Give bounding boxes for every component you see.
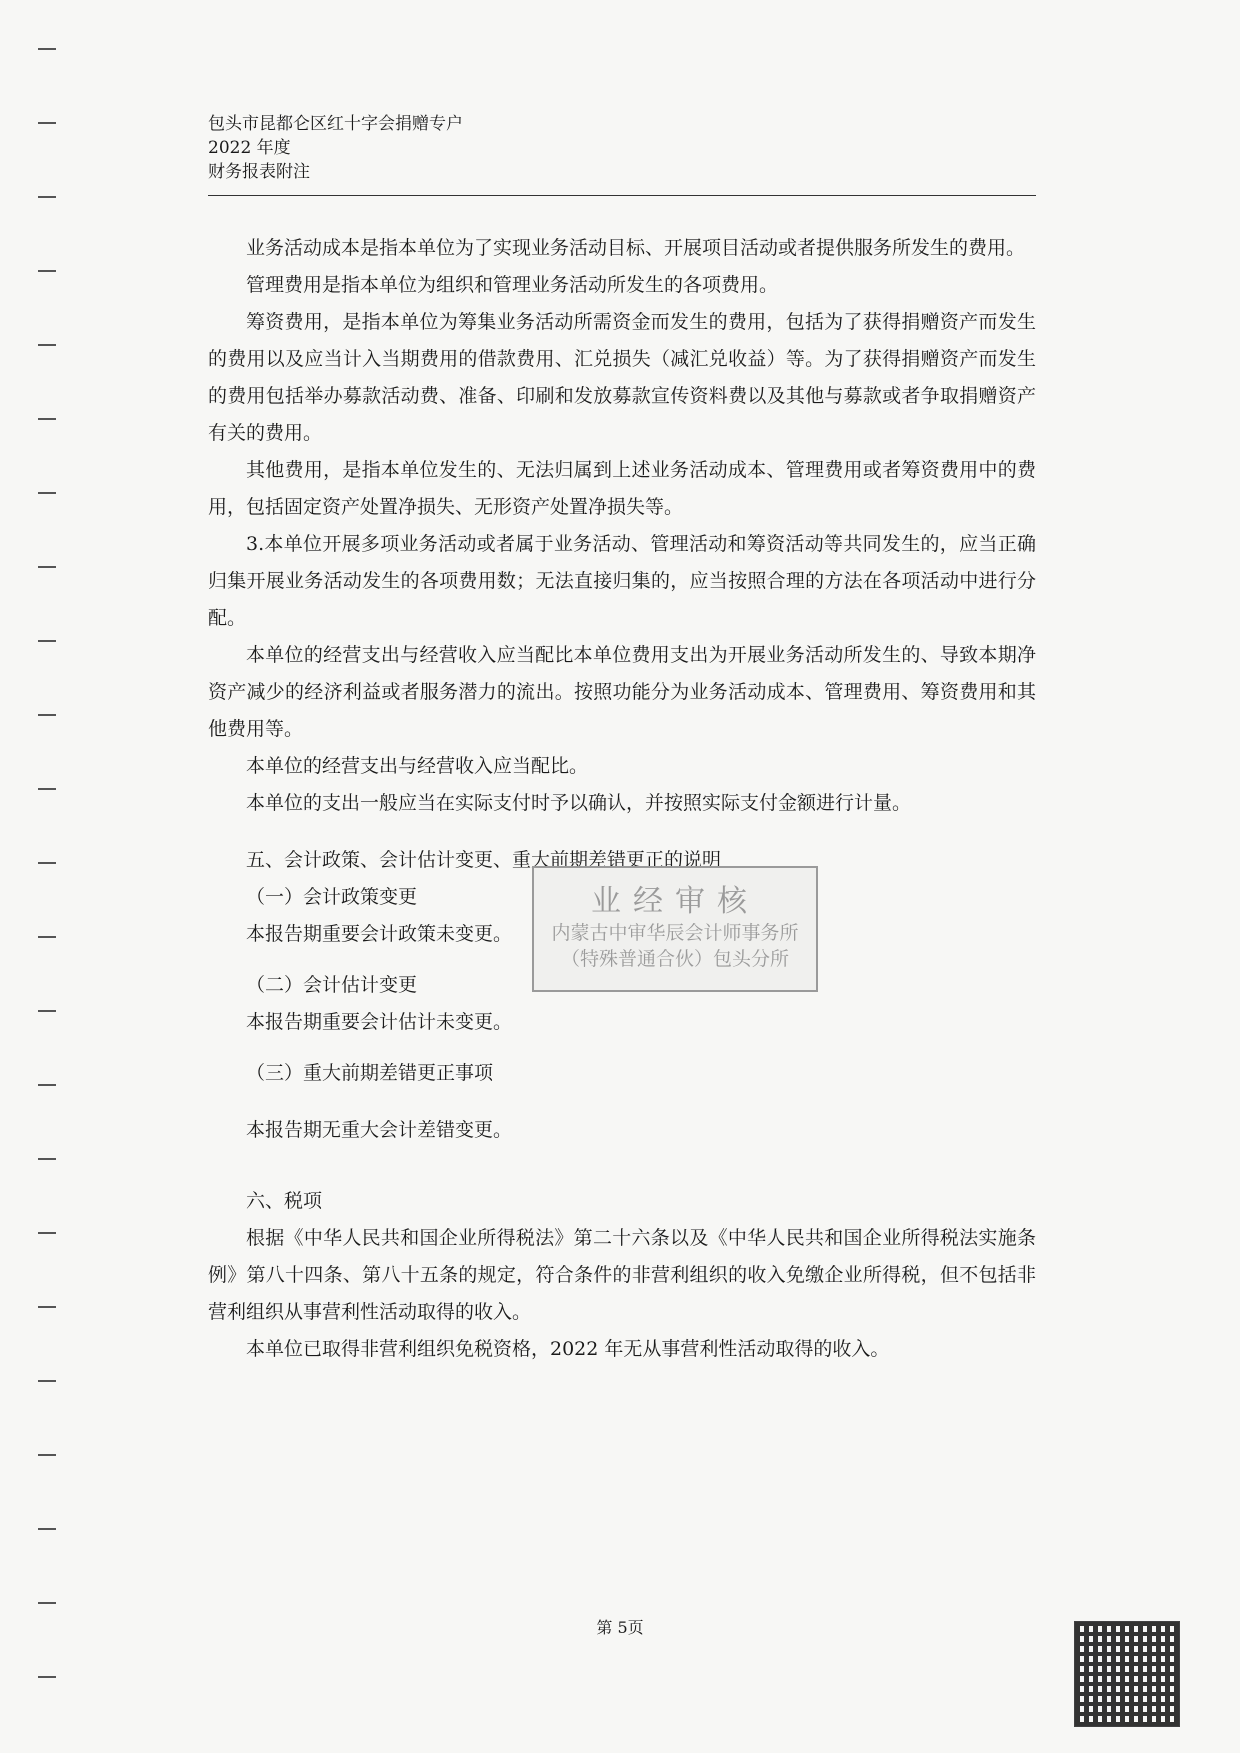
- paragraph-admin-expense: 管理费用是指本单位为组织和管理业务活动所发生的各项费用。: [246, 274, 779, 296]
- paragraph-fundraising-expense: 筹资费用，是指本单位为筹集业务活动所需资金而发生的费用，包括为了获得捐赠资产而发生的费用以及应当计入当期费用的借款费用、汇兑损失（减汇兑收益）等。为了获得捐赠资产而发生的费用包括举办募款活动费、准备、印刷和发放募款宣传资料费以及其他与募款或者争取捐赠资产有关的费用。: [208, 311, 1036, 444]
- section5-sub1-text: 本报告期重要会计政策未变更。: [246, 923, 513, 945]
- section5-sub1: （一）会计政策变更: [246, 886, 418, 908]
- header-doc-title: 财务报表附注: [208, 162, 310, 182]
- section5-sub2-text: 本报告期重要会计估计未变更。: [246, 1011, 513, 1033]
- stamp-line-2: 内蒙古中审华辰会计师事务所: [551, 922, 799, 944]
- paragraph-business-cost: 业务活动成本是指本单位为了实现业务活动目标、开展项目活动或者提供服务所发生的费用。: [246, 237, 1026, 259]
- section5-sub2: （二）会计估计变更: [246, 974, 418, 996]
- section6-paragraph-exemption: 本单位已取得非营利组织免税资格，2022 年无从事营利性活动取得的收入。: [246, 1338, 890, 1360]
- header-org: 包头市昆都仑区红十字会捐赠专户: [208, 114, 463, 134]
- section5-sub3: （三）重大前期差错更正事项: [246, 1062, 494, 1084]
- paragraph-other-expense: 其他费用，是指本单位发生的、无法归属到上述业务活动成本、管理费用或者筹资费用中的费用，包括固定资产处置净损失、无形资产处置净损失等。: [208, 459, 1036, 518]
- binding-marks: [38, 0, 68, 1753]
- page-header: [208, 112, 1036, 184]
- section6-title: 六、税项: [246, 1190, 323, 1212]
- paragraph-allocation: 3.本单位开展多项业务活动或者属于业务活动、管理活动和筹资活动等共同发生的，应当正确归集开展业务活动发生的各项费用数；无法直接归集的，应当按照合理的方法在各项活动中进行分配。: [208, 533, 1036, 629]
- audit-stamp: [532, 866, 818, 992]
- header-divider: [208, 195, 1036, 196]
- header-year: 2022 年度: [208, 138, 291, 158]
- stamp-line-3: （特殊普通合伙）包头分所: [560, 948, 789, 970]
- stamp-line-1: 业经审核: [591, 884, 759, 919]
- paragraph-matching-short: 本单位的经营支出与经营收入应当配比。: [246, 755, 589, 777]
- section6-paragraph-tax-law: 根据《中华人民共和国企业所得税法》第二十六条以及《中华人民共和国企业所得税法实施条例》第八十四条、第八十五条的规定，符合条件的非营利组织的收入免缴企业所得税，但不包括非营利组织从事营利性活动取得的收入。: [208, 1227, 1036, 1323]
- paragraph-recognition: 本单位的支出一般应当在实际支付时予以确认，并按照实际支付金额进行计量。: [246, 792, 912, 814]
- page-number: 第 5页: [596, 1618, 644, 1637]
- qr-code-icon: [1074, 1621, 1180, 1727]
- section5-title: 五、会计政策、会计估计变更、重大前期差错更正的说明: [246, 849, 722, 871]
- section5-sub3-text: 本报告期无重大会计差错变更。: [246, 1119, 513, 1141]
- body-content: [208, 230, 1036, 1368]
- paragraph-matching: 本单位的经营支出与经营收入应当配比本单位费用支出为开展业务活动所发生的、导致本期净资产减少的经济利益或者服务潜力的流出。按照功能分为业务活动成本、管理费用、筹资费用和其他费用等。: [208, 644, 1036, 740]
